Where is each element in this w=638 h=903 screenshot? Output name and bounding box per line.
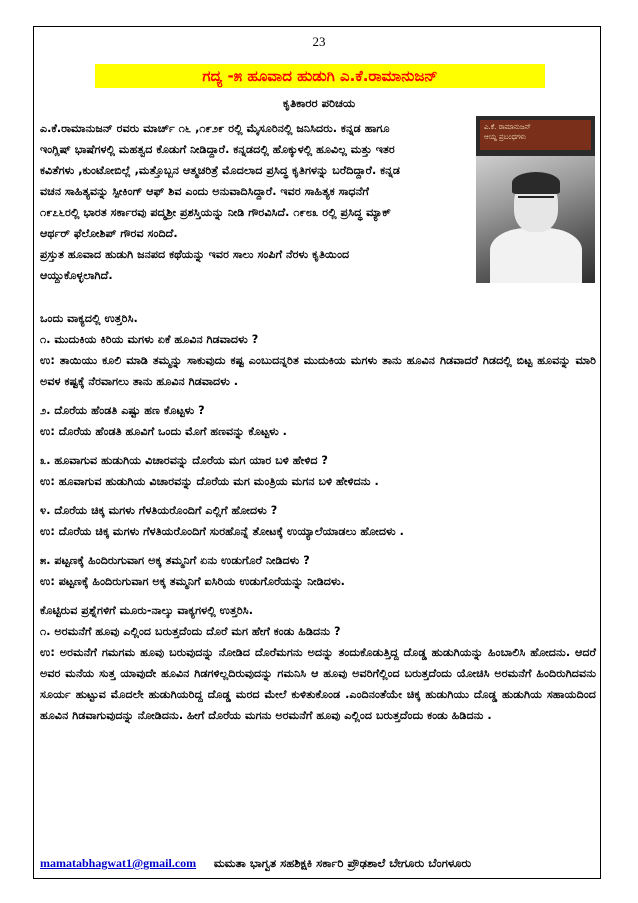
footer-author-credit: ಮಮತಾ ಭಾಗ್ವತ ಸಹಶಿಕ್ಷಕಿ ಸರ್ಕಾರಿ ಪ್ರೌಢಶಾಲೆ ಬೇಗೂರು ಬೆಂಗಳೂರು bbox=[213, 856, 472, 870]
intro-line: ಪ್ರಸ್ತುತ ಹೂವಾದ ಹುಡುಗಿ ಜನಪದ ಕಥೆಯನ್ನು ಇವರ ಸಾಲು ಸಂಪಿಗೆ ನೆರಳು ಕೃತಿಯಿಂದ bbox=[40, 248, 350, 261]
intro-line: ಇಂಗ್ಲಿಷ್ ಭಾಷೆಗಳಲ್ಲಿ ಮಹತ್ವದ ಕೊಡುಗೆ ನೀಡಿದ್ದಾರೆ. ಕನ್ನಡದಲ್ಲಿ ಹೊಕ್ಕುಳಲ್ಲಿ ಹೂವಿಲ್ಲ ಮತ್ತು ಇತರ bbox=[40, 143, 395, 156]
author-intro bbox=[40, 118, 596, 286]
intro-line: ಆಯ್ದುಕೊಳ್ಳಲಾಗಿದೆ. bbox=[40, 269, 113, 282]
question: ೫. ಪಟ್ಟಣಕ್ಕೆ ಹಿಂದಿರುಗುವಾಗ ಅಕ್ಕ ತಮ್ಮನಿಗೆ ಏನು ಉಡುಗೊರೆ ನೀಡಿದಳು ? bbox=[40, 554, 310, 567]
answer: ಉ: ಪಟ್ಟಣಕ್ಕೆ ಹಿಂದಿರುಗುವಾಗ ಅಕ್ಕ ತಮ್ಮನಿಗೆ ಐಸಿರಿಯ ಉಡುಗೊರೆಯನ್ನು ನೀಡಿದಳು. bbox=[40, 575, 345, 588]
footer-email-link[interactable]: mamatabhagwat1@gmail.com bbox=[40, 856, 197, 870]
long-answer-heading: ಕೊಟ್ಟಿರುವ ಪ್ರಶ್ನೆಗಳಿಗೆ ಮೂರು-ನಾಲ್ಕು ವಾಕ್ಯಗಳಲ್ಲಿ ಉತ್ತರಿಸಿ. bbox=[40, 604, 253, 617]
page-number: 23 bbox=[312, 34, 326, 49]
question: ೧. ಅರಮನೆಗೆ ಹೂವು ಎಲ್ಲಿಂದ ಬರುತ್ತದೆಂದು ದೊರೆ ಮಗ ಹೇಗೆ ಕಂಡು ಹಿಡಿದನು ? bbox=[40, 625, 341, 638]
page-title: ಗದ್ಯ -೫ ಹೂವಾದ ಹುಡುಗಿ ಎ.ಕೆ.ರಾಮಾನುಜನ್ bbox=[95, 64, 545, 88]
author-intro-heading: ಕೃತಿಕಾರರ ಪರಿಚಯ bbox=[282, 96, 356, 110]
answer: ಉ: ದೊರೆಯ ಹೆಂಡತಿ ಹೂವಿಗೆ ಒಂದು ಮೊಗೆ ಹಣವನ್ನು ಕೊಟ್ಟಳು . bbox=[40, 425, 287, 438]
short-answer-heading: ಒಂದು ವಾಕ್ಯದಲ್ಲಿ ಉತ್ತರಿಸಿ. bbox=[40, 312, 138, 325]
intro-line: ೧೯೭೬ರಲ್ಲಿ ಭಾರತ ಸರ್ಕಾರವು ಪದ್ಮಶ್ರೀ ಪ್ರಶಸ್ತಿಯನ್ನು ನೀಡಿ ಗೌರವಿಸಿದೆ. ೧೯೮೩ ರಲ್ಲಿ ಪ್ರಸಿದ್ಧ ಮ್ಯಾಕ್ bbox=[40, 206, 391, 219]
question: ೨. ದೊರೆಯ ಹೆಂಡತಿ ಎಷ್ಟು ಹಣ ಕೊಟ್ಟಳು ? bbox=[40, 404, 205, 417]
question: ೧. ಮುದುಕಿಯ ಕಿರಿಯ ಮಗಳು ಏಕೆ ಹೂವಿನ ಗಿಡವಾದಳು ? bbox=[40, 333, 259, 346]
intro-line: ಕವಿತೆಗಳು ,ಕುಂಟೋಬಿಲ್ಲೆ ,ಮತ್ತೊಬ್ಬನ ಆತ್ಮಚರಿತ್ರೆ ಮೊದಲಾದ ಪ್ರಸಿದ್ಧ ಕೃತಿಗಳನ್ನು ಬರೆದಿದ್ದಾರೆ. ಕನ್ನಡ bbox=[40, 164, 401, 177]
intro-line: ಆರ್ಥರ್ ಫೆಲೋಶಿಪ್ ಗೌರವ ಸಂದಿದೆ. bbox=[40, 227, 178, 240]
answer: ಉ: ಅರಮನೆಗೆ ಗಮಗಮ ಹೂವು ಬರುವುದನ್ನು ನೋಡಿದ ದೊರೆಮಗನು ಅದನ್ನು ತಂದುಕೊಡುತ್ತಿದ್ದ ದೊಡ್ಡ ಹುಡುಗಿಯನ್ನು ಹಿಂಬಾಲಿಸಿ ಹೋದನು. ಆದರೆ ಅವರ ಮನೆಯ ಸುತ್ತ ಯಾವುದೇ ಹೂವಿನ ಗಿಡಗಳಿಲ್ಲದಿರುವುದನ್ನು ಗಮನಿಸಿ ಆ ಹೂವು ಅವರಿಗೆಲ್ಲಿಂದ ಬರುತ್ತದೆಂದು ಯೋಚಿಸಿ ಅರಮನೆಗೆ ಹಿಂದಿರುಗಿದವನು ಸೂರ್ಯ ಹುಟ್ಟುವ ಮೊದಲೇ ಹುಡುಗಿಯರಿದ್ದ ದೊಡ್ಡ ಮರದ ಮೇಲೆ ಕುಳಿತುಕೊಂಡ .ಎಂದಿನಂತೆಯೇ ಚಿಕ್ಕ ಹುಡುಗಿಯು ದೊಡ್ಡ ಹುಡುಗಿಯ ಸಹಾಯದಿಂದ ಹೂವಿನ ಗಿಡವಾಗುವುದನ್ನು ನೋಡಿದನು. ಹೀಗೆ ದೊರೆಯ ಮಗನು ಅರಮನೆಗೆ ಹೂವು ಎಲ್ಲಿಂದ ಬರುತ್ತದೆಂದು ಕಂಡು ಹಿಡಿದನು . bbox=[40, 646, 596, 722]
intro-line: ಎ.ಕೆ.ರಾಮಾನುಜನ್ ರವರು ಮಾರ್ಚ್ ೧೬ ,೧೯೨೯ ರಲ್ಲಿ ಮೈಸೂರಿನಲ್ಲಿ ಜನಿಸಿದರು. ಕನ್ನಡ ಹಾಗೂ bbox=[40, 122, 390, 135]
question: ೩. ಹೂವಾಗುವ ಹುಡುಗಿಯ ವಿಚಾರವನ್ನು ದೊರೆಯ ಮಗ ಯಾರ ಬಳಿ ಹೇಳಿದ ? bbox=[40, 454, 328, 467]
book-cover-title-line2: ಆಯ್ದ ಪ್ರಬಂಧಗಳು bbox=[484, 133, 526, 141]
answer: ಉ: ದೊರೆಯ ಚಿಕ್ಕ ಮಗಳು ಗೆಳತಿಯರೊಂದಿಗೆ ಸುರಹೊನ್ನೆ ತೋಟಕ್ಕೆ ಉಯ್ಯಾಲೆಯಾಡಲು ಹೋದಳು . bbox=[40, 525, 404, 538]
question: ೪. ದೊರೆಯ ಚಿಕ್ಕ ಮಗಳು ಗೆಳತಿಯರೊಂದಿಗೆ ಎಲ್ಲಿಗೆ ಹೋದಳು ? bbox=[40, 504, 278, 517]
book-cover-title-line1: ಎ.ಕೆ. ರಾಮಾನುಜನ್ bbox=[484, 123, 531, 131]
answer: ಉ: ತಾಯಿಯು ಕೂಲಿ ಮಾಡಿ ತಮ್ಮನ್ನು ಸಾಕುವುದು ಕಷ್ಟ ಎಂಬುದನ್ನರಿತ ಮುದುಕಿಯ ಮಗಳು ತಾನು ಹೂವಿನ ಗಿಡವಾದರೆ ಗಿಡದಲ್ಲಿ ಬಿಟ್ಟ ಹೂವನ್ನು ಮಾರಿ ಅವಳ ಕಷ್ಟಕ್ಕೆ ನೆರವಾಗಲು ತಾನು ಹೂವಿನ ಗಿಡವಾದಳು . bbox=[40, 354, 596, 388]
answer: ಉ: ಹೂವಾಗುವ ಹುಡುಗಿಯ ವಿಚಾರವನ್ನು ದೊರೆಯ ಮಗ ಮಂತ್ರಿಯ ಮಗನ ಬಳಿ ಹೇಳಿದನು . bbox=[40, 475, 379, 488]
short-answer-section bbox=[40, 308, 596, 726]
intro-line: ವಚನ ಸಾಹಿತ್ಯವನ್ನು ಸ್ಪೀಕಿಂಗ್ ಆಫ್ ಶಿವ ಎಂದು ಅನುವಾದಿಸಿದ್ದಾರೆ. ಇವರ ಸಾಹಿತ್ಯಕ ಸಾಧನೆಗೆ bbox=[40, 185, 369, 198]
page-footer bbox=[40, 856, 596, 871]
